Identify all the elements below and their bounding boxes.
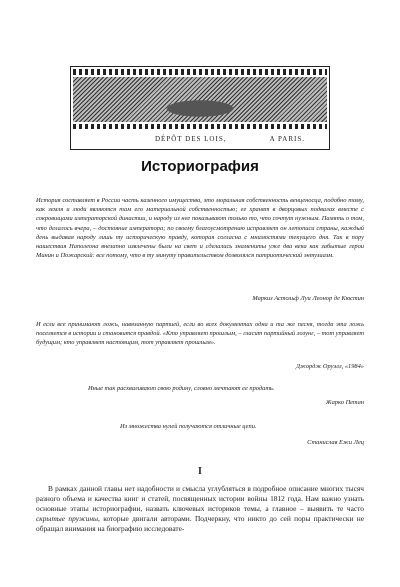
body-text-italic: скрытые пружины [36,514,99,523]
epigraph-text-2: И если все принимают ложь, навязанную партией, если во всех документах одна и та же песня, тогда эта ложь поселяется в истории и становится правдой. «Кто управляет прошлым, – гласит партийный лозунг, – тот управляет будущим; кто управляет настоящим, тот управляет прошлым». [36,321,364,347]
header-vignette-engraving [70,66,330,150]
section-number: I [198,466,202,477]
body-text-part-2: , которые двигали авторами. Подчеркну, что никто до сей поры практически не обращал внимания на биографию исследовате- [36,514,365,533]
epigraph-author-4: Станислав Ежи Лец [307,439,364,446]
body-paragraph [36,484,364,534]
vignette-caption-right: A PARIS. [269,135,305,143]
epigraph-text-3: Иные так расхваливают свою родину, словно мечтают ее продать. [88,385,275,392]
vignette-caption-left: DÉPÔT DES LOIS, [155,135,227,143]
epigraph-text-1: История составляет в России часть казенного имущества, это моральная собственность венценосца, подобно тому, как земля и люди являются там его материальной собственностью; ее хранят в дворцовых подвалах вместе с сокровищами императорской династии, и народу из нее показывают только то, что сочтут нужным. Память о том, что делалось вчера, – достояние императора; по своему благоусмотрению исправляет он летописи страны, каждый день выдавая народу лишь ту историческую правду, которая согласна с мнимостями текущего дня. Так в пору нашествия Наполеона внезапно извлечены были на свет и сделались знамениты уже два века как забытые герои Минин и Пожарский: все потому, что в ту минуту правительством дозволялся патриотический энтузиазм. [36,197,364,260]
epigraph-author-1: Маркиз Астольф Луи Леонор де Кюстин [252,295,364,302]
epigraph-author-2: Джордж Оруэлл, «1984» [295,363,364,370]
epigraph-author-3: Жарко Петан [325,399,364,406]
body-text-part-1: В рамках данной главы нет надобности и смысла углубляться в подробное описание многих тысяч разного объема и качества книг и статей, посвященных истории войны 1812 года. Нам важно узнать основные этапы историографии, назвать ключевых историков темы, а главное – выявить те часто [36,484,364,513]
vignette-top-border [73,69,327,75]
chapter-title: Историография [141,158,259,175]
vignette-bottom-border [73,124,327,129]
vignette-scene-image [73,77,327,122]
epigraph-text-4: Из множества нулей получаются отличные цепи. [120,423,257,430]
